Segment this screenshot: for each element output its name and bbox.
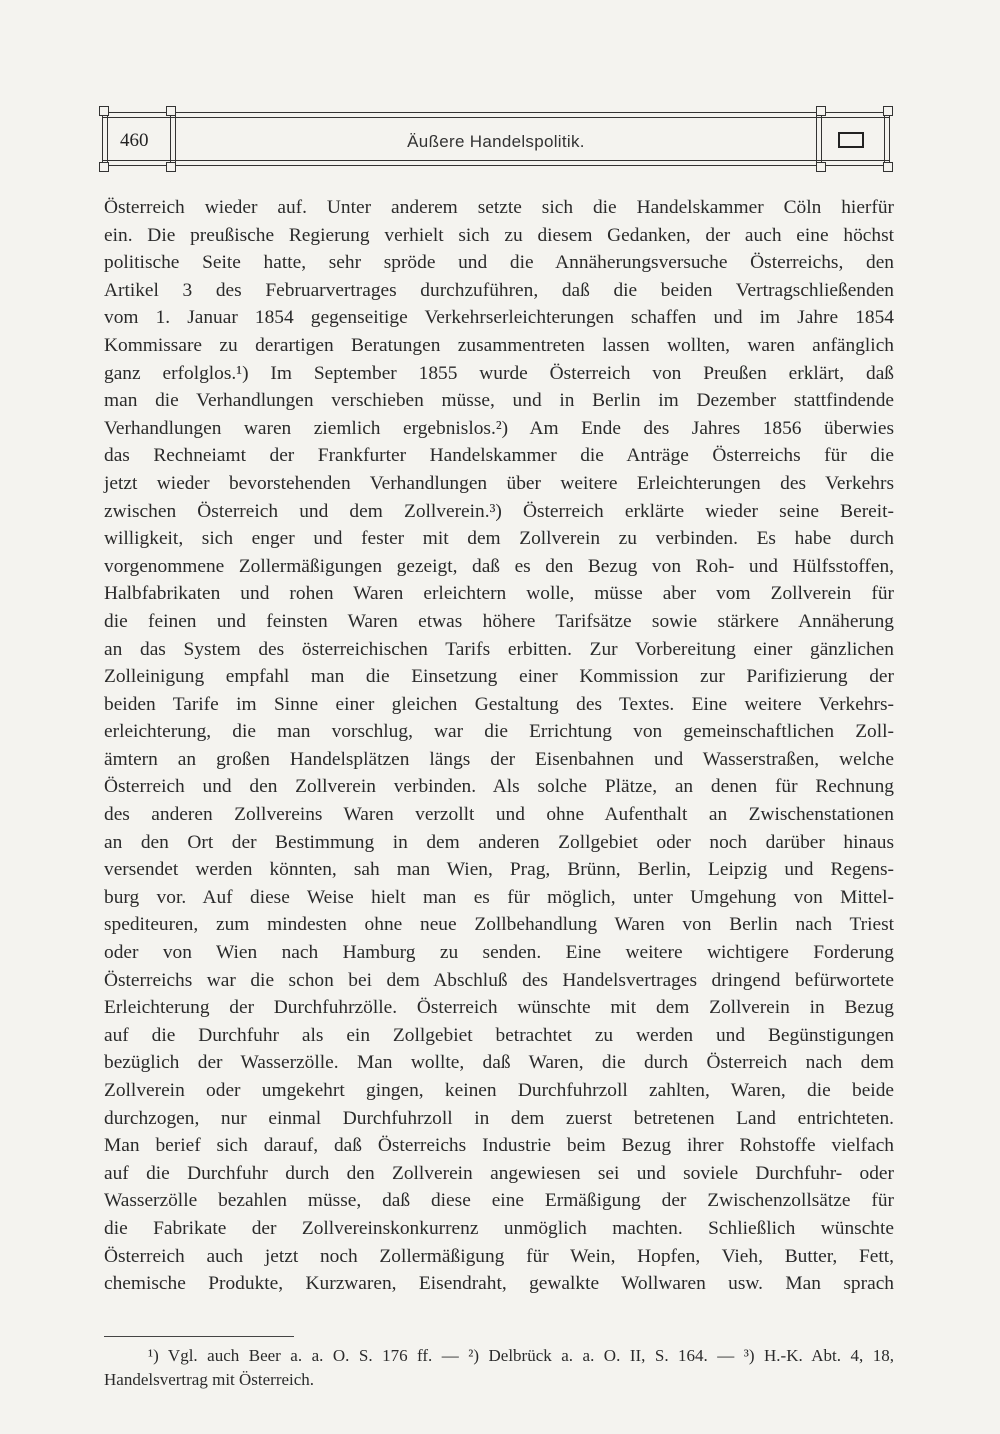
text-line: willigkeit, sich enger und fester mit dem Zollverein zu verbinden. Es habe durch: [104, 528, 894, 550]
text-line: Verhandlungen waren ziemlich ergebnislos.²) Am Ende des Jahres 1856 überwies: [104, 417, 894, 439]
text-line: ämtern an großen Handelsplätzen längs der Eisenbahnen und Wasserstraßen, welche: [104, 748, 894, 770]
text-line: ein. Die preußische Regierung verhielt sich zu diesem Gedanken, der auch eine höchst: [104, 224, 894, 246]
text-line: zwischen Österreich und dem Zollverein.³) Österreich erklärte wieder seine Bereit-: [104, 500, 894, 522]
page-header: [102, 108, 890, 170]
footnote-rule: [104, 1336, 294, 1337]
text-line: Österreich und den Zollverein verbinden. Als solche Plätze, an denen für Rechnung: [104, 776, 894, 798]
page-number: 460: [120, 130, 149, 151]
text-line: Halbfabrikaten und rohen Waren erleichtern wolle, müsse aber vom Zollverein für: [104, 583, 894, 605]
text-line: chemische Produkte, Kurzwaren, Eisendraht, gewalkte Wollwaren usw. Man sprach: [104, 1273, 894, 1295]
text-line: des anderen Zollvereins Waren verzollt und ohne Aufenthalt an Zwischenstationen: [104, 804, 894, 826]
text-line: Wasserzölle bezahlen müsse, daß diese eine Ermäßigung der Zwischenzollsätze für: [104, 1190, 894, 1212]
header-corner-ornament: [883, 106, 893, 116]
text-line: an den Ort der Bestimmung in dem anderen Zollgebiet oder noch darüber hinaus: [104, 831, 894, 853]
text-line: die Fabrikate der Zollvereinskonkurrenz unmöglich machten. Schließlich wünschte: [104, 1217, 894, 1239]
text-line: Man berief sich darauf, daß Österreichs Industrie beim Bezug ihrer Rohstoffe vielfach: [104, 1135, 894, 1157]
text-line: versendet werden könnten, sah man Wien, Prag, Brünn, Berlin, Leipzig und Regens-: [104, 859, 894, 881]
text-line: durchzogen, nur einmal Durchfuhrzoll in dem zuerst betretenen Land entrichteten.: [104, 1107, 894, 1129]
text-line: auf die Durchfuhr durch den Zollverein angewiesen sei und soviele Durchfuhr- oder: [104, 1162, 894, 1184]
text-line: bezüglich der Wasserzölle. Man wollte, daß Waren, die durch Österreich nach dem: [104, 1052, 894, 1074]
text-line: Erleichterung der Durchfuhrzölle. Österreich wünschte mit dem Zollverein in Bezug: [104, 997, 894, 1019]
header-corner-ornament: [166, 162, 176, 172]
text-line: spediteuren, zum mindesten ohne neue Zollbehandlung Waren von Berlin nach Triest: [104, 914, 894, 936]
text-line: burg vor. Auf diese Weise hielt man es für möglich, unter Umgehung von Mittel-: [104, 886, 894, 908]
footnotes: [104, 1344, 894, 1392]
running-title: Äußere Handelspolitik.: [407, 132, 585, 151]
text-line: jetzt wieder bevorstehenden Verhandlungen über weitere Erleichterungen des Verkehrs: [104, 472, 894, 494]
text-line: vorgenommene Zollermäßigungen gezeigt, daß es den Bezug von Roh- und Hülfsstoffen,: [104, 555, 894, 577]
text-line: Österreich auch jetzt noch Zollermäßigung für Wein, Hopfen, Vieh, Butter, Fett,: [104, 1245, 894, 1267]
header-rule-bottom: [102, 160, 890, 166]
header-rule-top: [102, 112, 890, 118]
text-line: Artikel 3 des Februarvertrages durchzuführen, daß die beiden Vertragschließenden: [104, 279, 894, 301]
text-line: Zolleinigung empfahl man die Einsetzung einer Kommission zur Parifizierung der: [104, 666, 894, 688]
footnote-line: ¹) Vgl. auch Beer a. a. O. S. 176 ff. — ²) Delbrück a. a. O. II, S. 164. — ³) H.-K. Abt. 4, 18,: [148, 1346, 894, 1365]
text-line: Zollverein oder umgekehrt gingen, keinen Durchfuhrzoll zahlten, Waren, die beide: [104, 1080, 894, 1101]
text-line: erleichterung, die man vorschlug, war die Errichtung von gemeinschaftlichen Zoll-: [104, 721, 894, 743]
footnote-line: Handelsvertrag mit Österreich.: [104, 1370, 315, 1389]
text-line: auf die Durchfuhr als ein Zollgebiet betrachtet zu werden und Begünstigungen: [104, 1024, 894, 1046]
text-line: man die Verhandlungen verschieben müsse, und in Berlin im Dezember stattfindende: [104, 390, 894, 412]
text-line: an das System des österreichischen Tarifs erbitten. Zur Vorbereitung einer gänzlichen: [104, 638, 894, 660]
text-line: das Rechneiamt der Frankfurter Handelskammer die Anträge Österreichs für die: [104, 445, 894, 467]
text-line: Kommissare zu derartigen Beratungen zusammentreten lassen wollten, waren anfänglich: [104, 334, 894, 356]
text-line: Österreich wieder auf. Unter anderem setzte sich die Handelskammer Cöln hierfür: [104, 197, 894, 218]
text-line: Österreichs war die schon bei dem Abschluß des Handelsvertrages dringend befürwortete: [104, 969, 894, 991]
header-corner-ornament: [99, 162, 109, 172]
text-line: beiden Tarife im Sinne einer gleichen Gestaltung des Textes. Eine weitere Verkehrs-: [104, 693, 894, 715]
text-line: vom 1. Januar 1854 gegenseitige Verkehrserleichterungen schaffen und im Jahre 1854: [104, 307, 894, 329]
header-corner-ornament: [166, 106, 176, 116]
header-corner-ornament: [99, 106, 109, 116]
text-line: ganz erfolglos.¹) Im September 1855 wurde Österreich von Preußen erklärt, daß: [104, 362, 894, 384]
body-text: [104, 194, 894, 1298]
header-corner-ornament: [816, 162, 826, 172]
text-line: politische Seite hatte, sehr spröde und die Annäherungsversuche Österreichs, den: [104, 252, 894, 274]
text-line: oder von Wien nach Hamburg zu senden. Eine weitere wichtigere Forderung: [104, 942, 894, 964]
text-line: die feinen und feinsten Waren etwas höhere Tarifsätze sowie stärkere Annäherung: [104, 610, 894, 632]
header-corner-ornament: [883, 162, 893, 172]
header-ornament-box: [838, 132, 864, 148]
header-corner-ornament: [816, 106, 826, 116]
